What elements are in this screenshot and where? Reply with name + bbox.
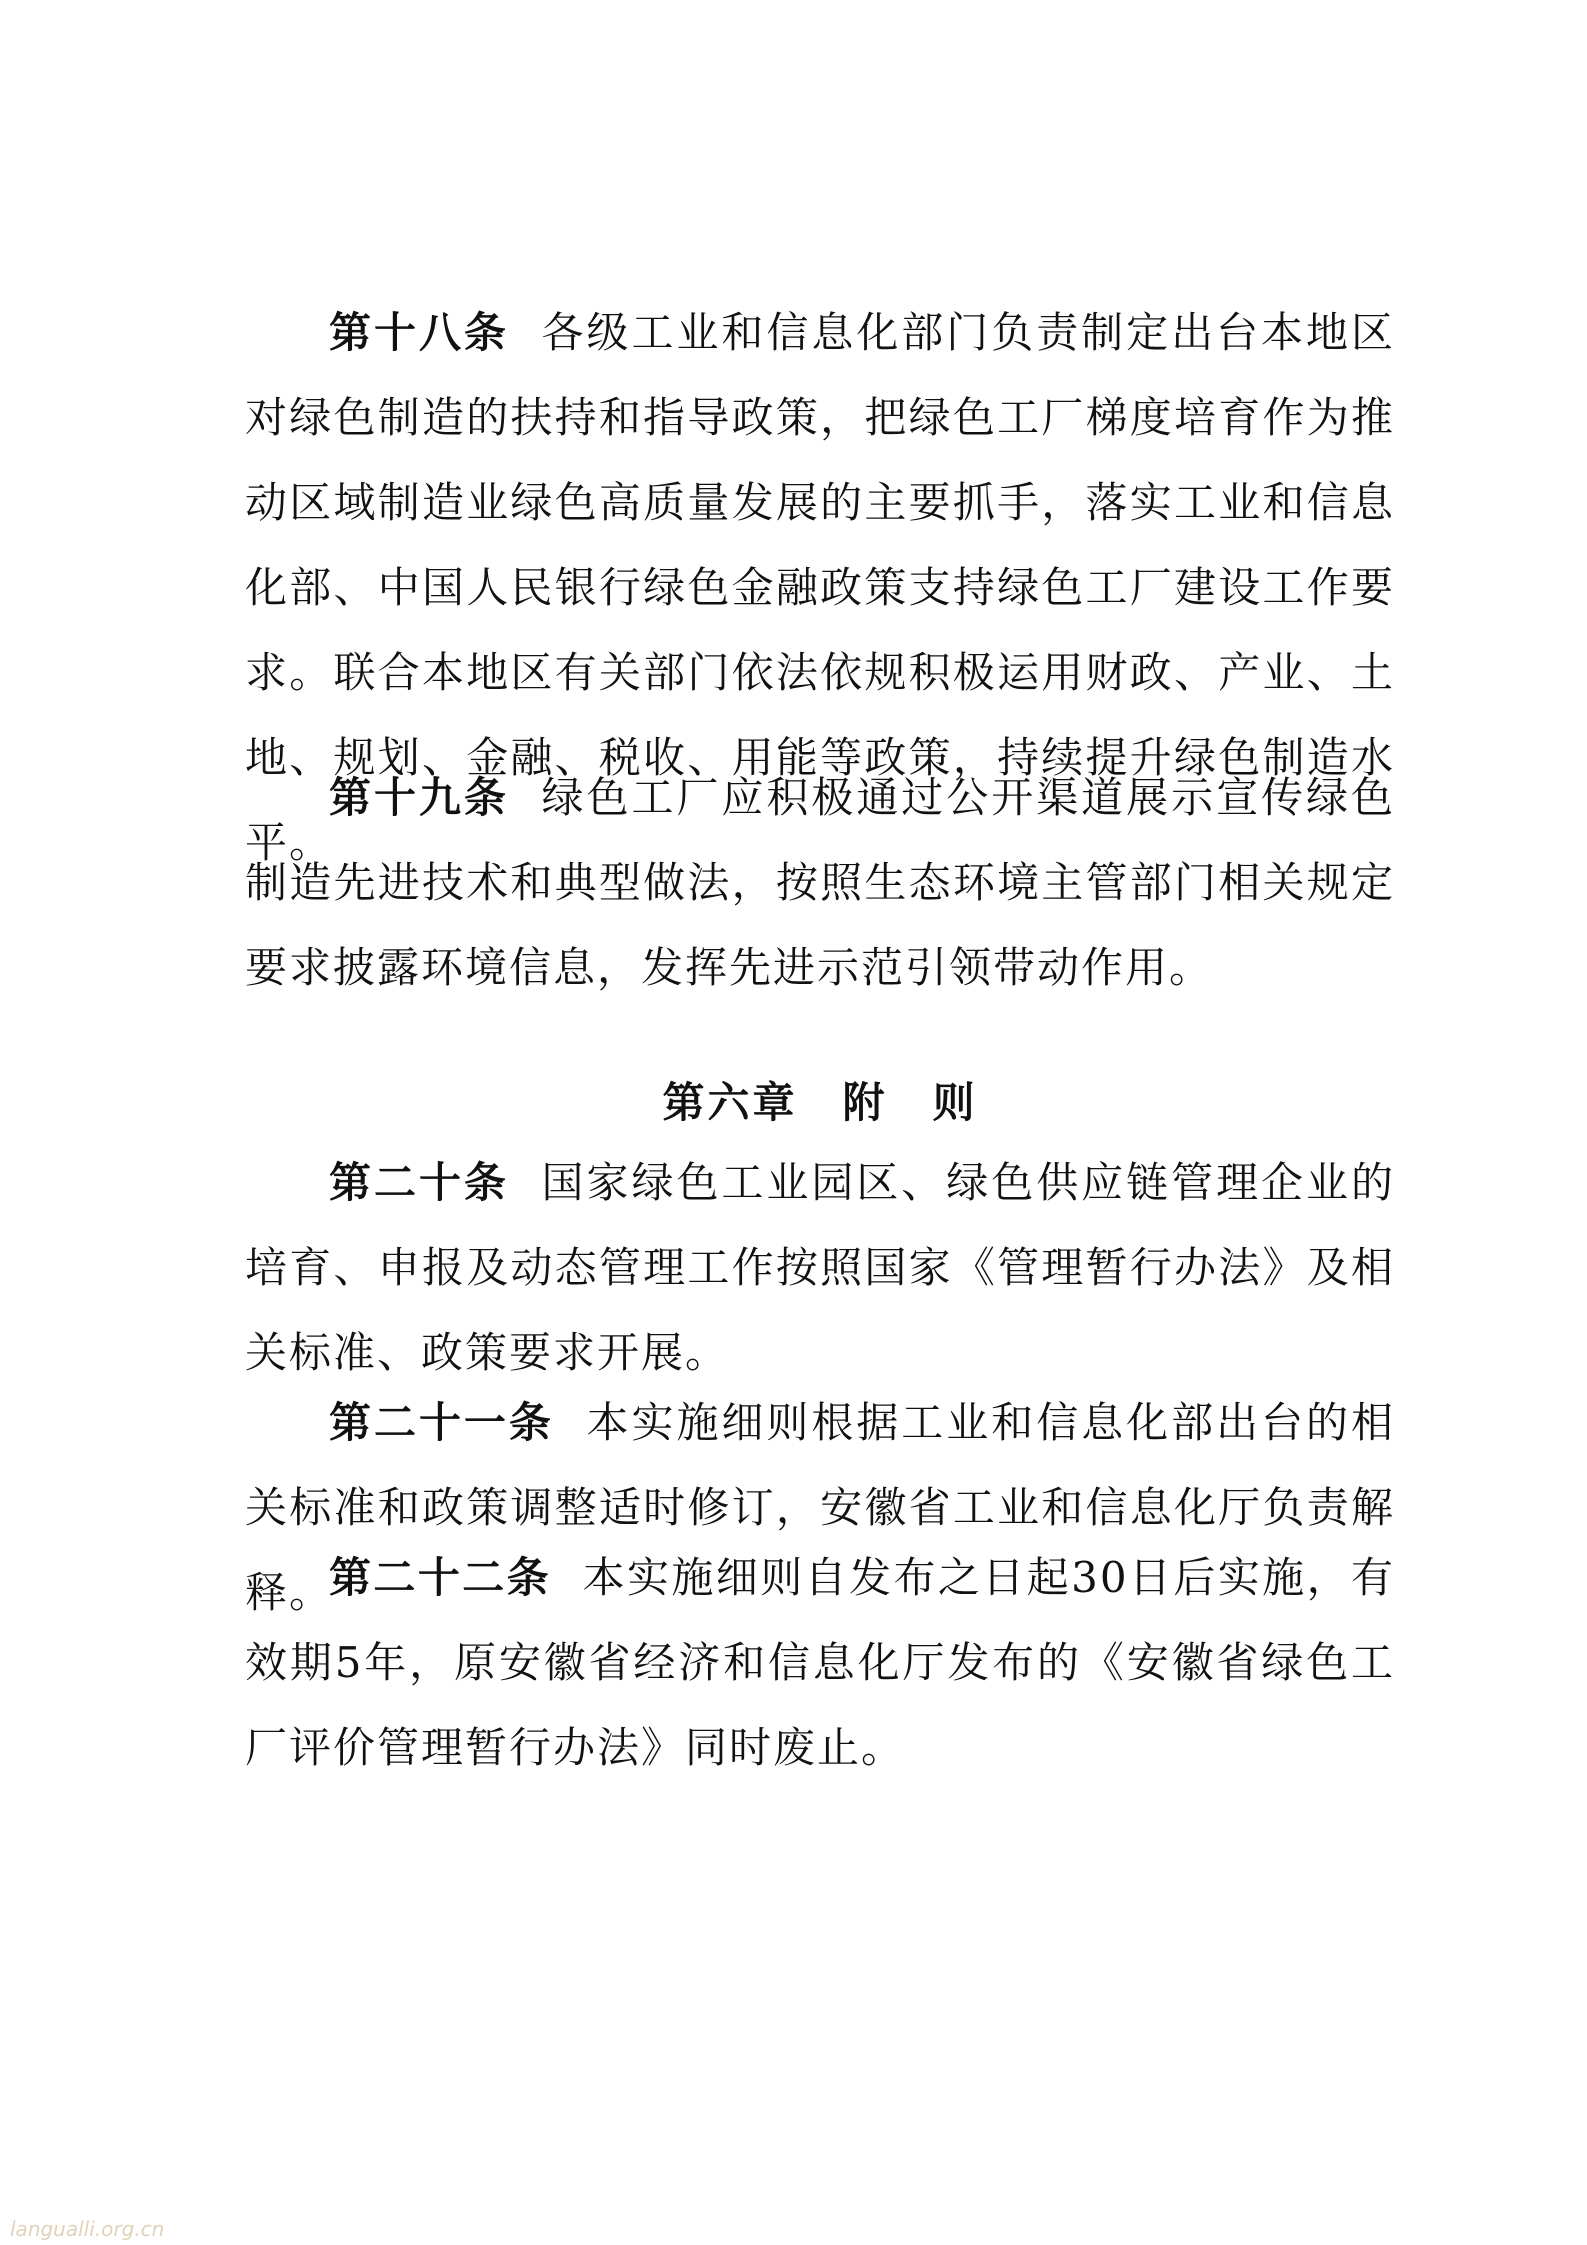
- article-20-number: 第二十条: [329, 1158, 509, 1207]
- chapter-heading: 第六章 附 则: [662, 1078, 978, 1127]
- article-21-number: 第二十一条: [329, 1398, 554, 1447]
- article-19: [245, 755, 1395, 1010]
- article-18-number: 第十八条: [329, 308, 509, 357]
- article-22-text: 本实施细则自发布之日起30日后实施，有效期5年，原安徽省经济和信息化厅发布的《安徽省绿色工厂评价管理暂行办法》同时废止。: [245, 1553, 1395, 1772]
- article-20: [245, 1140, 1395, 1395]
- article-20-text: 国家绿色工业园区、绿色供应链管理企业的培育、申报及动态管理工作按照国家《管理暂行办法》及相关标准、政策要求开展。: [245, 1158, 1395, 1377]
- article-22-number: 第二十二条: [329, 1553, 552, 1602]
- article-19-text: 绿色工厂应积极通过公开渠道展示宣传绿色制造先进技术和典型做法，按照生态环境主管部门相关规定要求披露环境信息，发挥先进示范引领带动作用。: [245, 773, 1395, 992]
- article-21-text: 本实施细则根据工业和信息化部出台的相关标准和政策调整适时修订，安徽省工业和信息化厅负责解释。: [245, 1398, 1395, 1617]
- article-22: [245, 1535, 1395, 1790]
- article-19-number: 第十九条: [329, 773, 509, 822]
- watermark: langualli.org.cn: [10, 2217, 165, 2241]
- article-18-text: 各级工业和信息化部门负责制定出台本地区对绿色制造的扶持和指导政策，把绿色工厂梯度培育作为推动区域制造业绿色高质量发展的主要抓手，落实工业和信息化部、中国人民银行绿色金融政策支持绿色工厂建设工作要求。联合本地区有关部门依法依规积极运用财政、产业、土地、规划、金融、税收、用能等政策，持续提升绿色制造水平。: [245, 308, 1395, 867]
